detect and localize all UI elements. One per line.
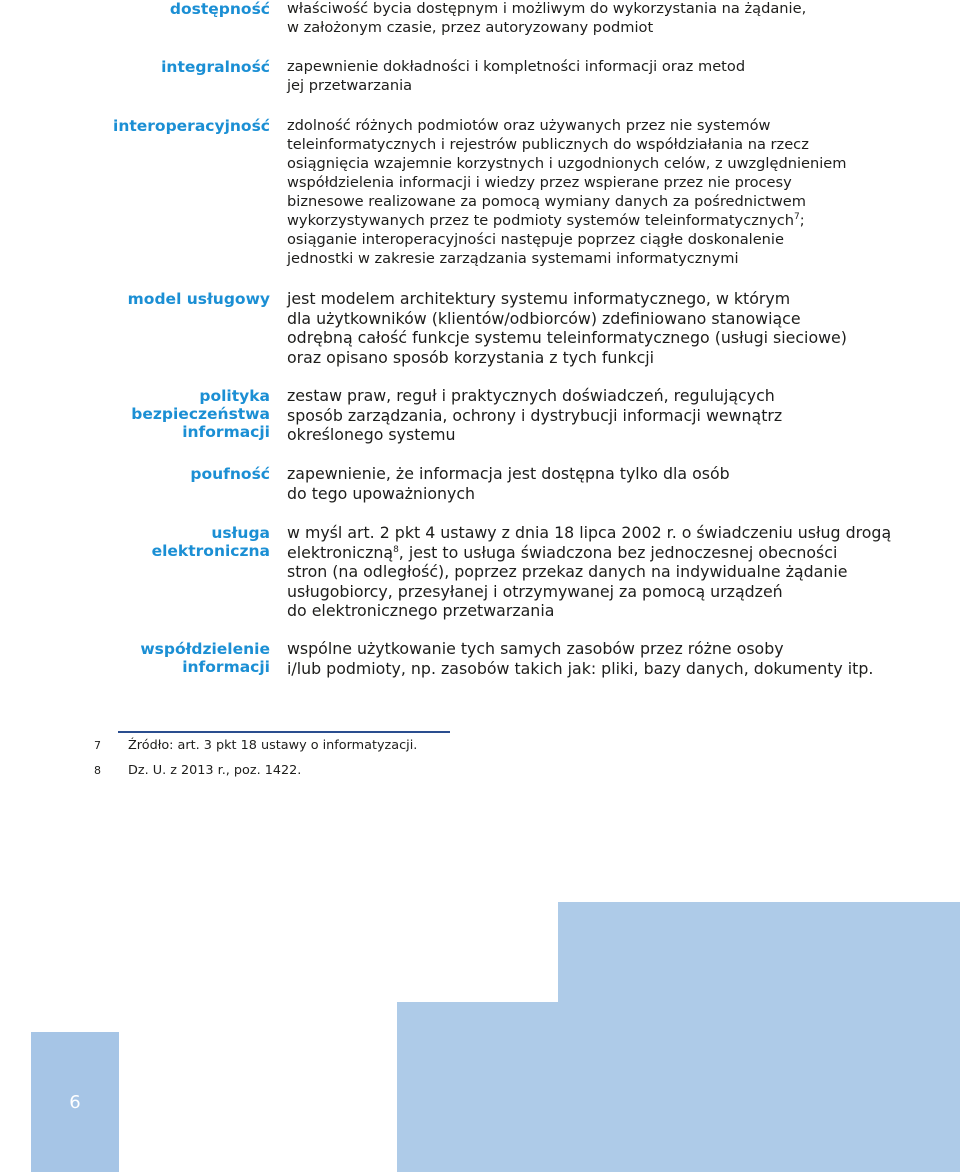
definition-line: w założonym czasie, przez autoryzowany podmiot — [287, 19, 654, 36]
term-line: informacji — [182, 423, 270, 441]
term — [0, 465, 270, 483]
definition-line: w myśl art. 2 pkt 4 ustawy z dnia 18 lipca 2002 r. o świadczeniu usług drogą — [287, 523, 892, 542]
definition-line: zestaw praw, reguł i praktycznych doświadczeń, regulujących — [287, 386, 775, 405]
definition-text: wykorzystywanych przez te podmioty systemów teleinformatycznych — [287, 212, 795, 229]
definition-line: odrębną całość funkcje systemu teleinformatycznego (usługi sieciowe) — [287, 328, 847, 347]
definition-text: ; — [799, 212, 805, 229]
definition-line: do tego upoważnionych — [287, 483, 476, 503]
term-line: polityka — [199, 387, 270, 405]
term-line: usługa — [211, 524, 270, 542]
definition-line: zapewnienie dokładności i kompletności informacji oraz metod — [287, 58, 746, 75]
term — [0, 290, 270, 308]
footnote-ref[interactable]: 8 — [393, 544, 399, 555]
decorative-block — [397, 1002, 558, 1172]
definition — [287, 57, 877, 95]
definition-line: osiągnięcia wzajemnie korzystnych i uzgodnionych celów, z uwzględnieniem — [287, 155, 847, 172]
definition-line: stron (na odległość), poprzez przekaz danych na indywidualne żądanie — [287, 562, 848, 581]
definition-line: jej przetwarzania — [287, 77, 413, 94]
page-number: 6 — [31, 1032, 119, 1172]
footnote-number: 8 — [94, 764, 101, 777]
definition — [287, 386, 877, 445]
definition-line: zapewnienie, że informacja jest dostępna tylko dla osób — [287, 464, 730, 483]
term — [0, 117, 270, 135]
term-line: elektroniczna — [151, 542, 270, 560]
definition-line: właściwość bycia dostępnym i możliwym do wykorzystania na żądanie, — [287, 0, 807, 17]
definition-line: osiąganie interoperacyjności następuje poprzez ciągłe doskonalenie — [287, 231, 784, 248]
definition-line: oraz opisano sposób korzystania z tych funkcji — [287, 347, 655, 367]
term-line: interoperacyjność — [113, 117, 270, 135]
footnote-separator — [118, 731, 450, 733]
definition-line: zdolność różnych podmiotów oraz używanych przez nie systemów — [287, 117, 771, 134]
footnote-text: Źródło: art. 3 pkt 18 ustawy o informatyzacji. — [128, 738, 418, 753]
definition-line — [287, 211, 877, 230]
term-line: dostępność — [169, 0, 270, 18]
term — [0, 640, 270, 676]
definition-line: usługobiorcy, przesyłanej i otrzymywanej za pomocą urządzeń — [287, 581, 783, 601]
definition-line — [287, 543, 877, 563]
definition-line: i/lub podmioty, np. zasobów takich jak: pliki, bazy danych, dokumenty itp. — [287, 658, 874, 678]
term-line: poufność — [190, 465, 270, 483]
definition — [287, 639, 877, 678]
definition-line: jednostki w zakresie zarządzania systemami informatycznymi — [287, 250, 739, 267]
term — [0, 524, 270, 560]
term — [0, 58, 270, 76]
footnote-text: Dz. U. z 2013 r., poz. 1422. — [128, 763, 302, 778]
definition — [287, 116, 877, 268]
term — [0, 0, 270, 18]
definition-line: współdzielenia informacji i wiedzy przez wspierane przez nie procesy — [287, 174, 792, 191]
definition-text: , jest to usługa świadczona bez jednoczesnej obecności — [398, 542, 838, 562]
definition-line: do elektronicznego przetwarzania — [287, 601, 555, 620]
decorative-block — [558, 902, 960, 1172]
definition-line: teleinformatycznych i rejestrów publicznych do współdziałania na rzecz — [287, 136, 809, 153]
definition — [287, 523, 892, 621]
definition — [287, 0, 877, 37]
definition — [287, 289, 877, 367]
footnote-number: 7 — [94, 739, 101, 752]
definition-line: wspólne użytkowanie tych samych zasobów przez różne osoby — [287, 639, 784, 658]
term-line: bezpieczeństwa — [131, 405, 270, 423]
definition-line: określonego systemu — [287, 425, 456, 444]
definition-line: jest modelem architektury systemu informatycznego, w którym — [287, 289, 791, 308]
term — [0, 387, 270, 441]
term-line: informacji — [182, 658, 270, 676]
footnote-ref[interactable]: 7 — [794, 212, 800, 222]
definition-line: dla użytkowników (klientów/odbiorców) zdefiniowano stanowiące — [287, 308, 801, 328]
definition-line: biznesowe realizowane za pomocą wymiany danych za pośrednictwem — [287, 193, 806, 210]
definition-text: elektroniczną — [287, 542, 394, 562]
term-line: współdzielenie — [140, 640, 270, 658]
definition — [287, 464, 877, 503]
term-line: model usługowy — [127, 290, 270, 308]
definition-line: sposób zarządzania, ochrony i dystrybucji informacji wewnątrz — [287, 405, 783, 425]
term-line: integralność — [161, 58, 270, 76]
